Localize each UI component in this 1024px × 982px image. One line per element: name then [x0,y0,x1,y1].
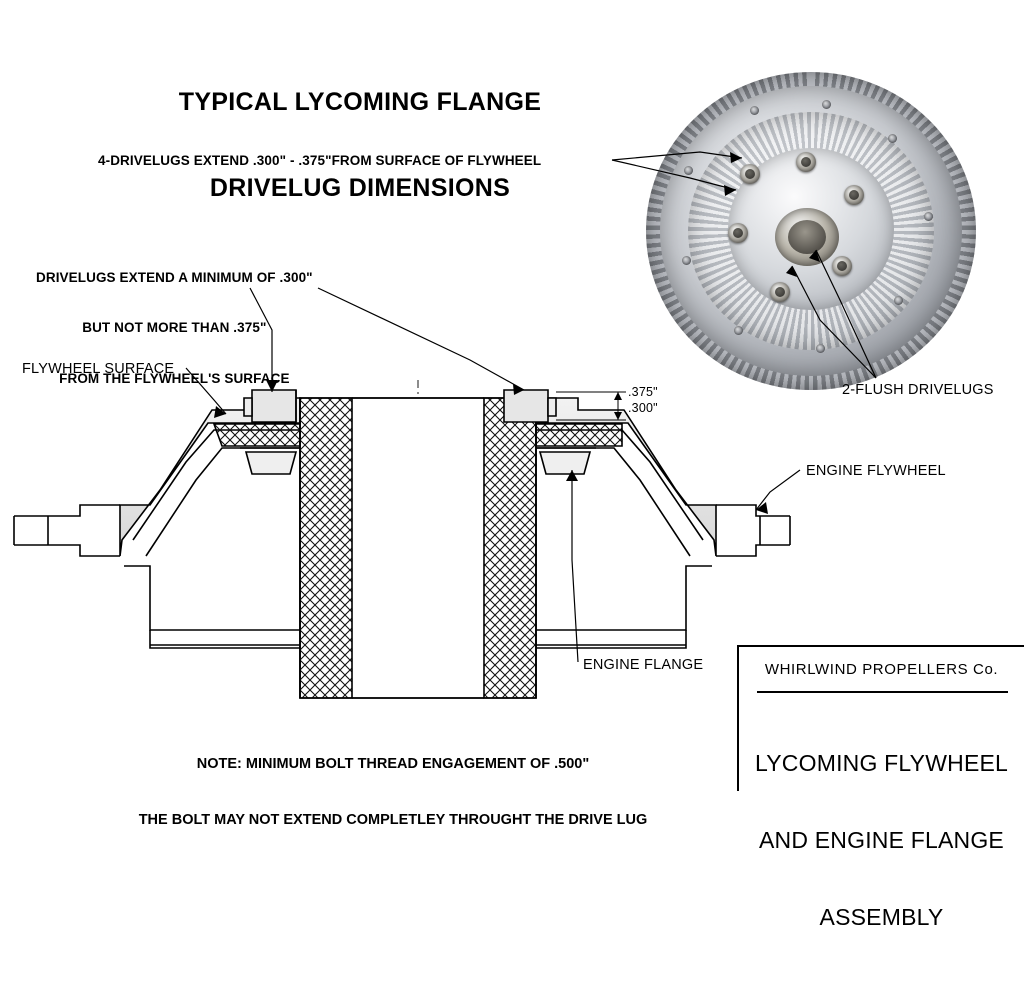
note-line1: NOTE: MINIMUM BOLT THREAD ENGAGEMENT OF .500" [196,755,590,772]
label-flywheel-surface: FLYWHEEL SURFACE [22,361,175,377]
title-block [737,645,1024,930]
title-block-drawing-name [739,699,1024,982]
callout-min-max-line2: BUT NOT MORE THAN .375" [82,320,267,336]
callout-min-max-line3: FROM THE FLYWHEEL'S SURFACE [59,371,290,386]
dimension-max-height: .375" [628,385,658,399]
page-title-line1: TYPICAL LYCOMING FLANGE [178,87,542,116]
dimension-min-height: .300" [628,401,658,415]
label-two-flush-drivelugs: 2-FLUSH DRIVELUGS [842,382,994,398]
title-block-name-line1: LYCOMING FLYWHEEL [754,749,1009,776]
title-block-company: WHIRLWIND PROPELLERS Co. [764,661,999,678]
title-block-name-line3: ASSEMBLY [819,904,944,930]
note-line2: THE BOLT MAY NOT EXTEND COMPLETLEY THROUGHT THE DRIVE LUG [138,812,648,829]
label-engine-flange: ENGINE FLANGE [583,657,704,673]
title-block-divider [757,691,1008,693]
callout-drivelug-min-max [36,236,313,422]
note-block [113,717,673,868]
page-title-line2: DRIVELUG DIMENSIONS [209,173,511,202]
title-block-name-line2: AND ENGINE FLANGE [759,826,1004,853]
callout-min-max-line1: DRIVELUGS EXTEND A MINIMUM OF .300" [36,269,313,285]
callout-drivelugs-extend: 4-DRIVELUGS EXTEND .300" - .375"FROM SURFACE OF FLYWHEEL [98,153,542,168]
label-engine-flywheel: ENGINE FLYWHEEL [806,463,946,479]
